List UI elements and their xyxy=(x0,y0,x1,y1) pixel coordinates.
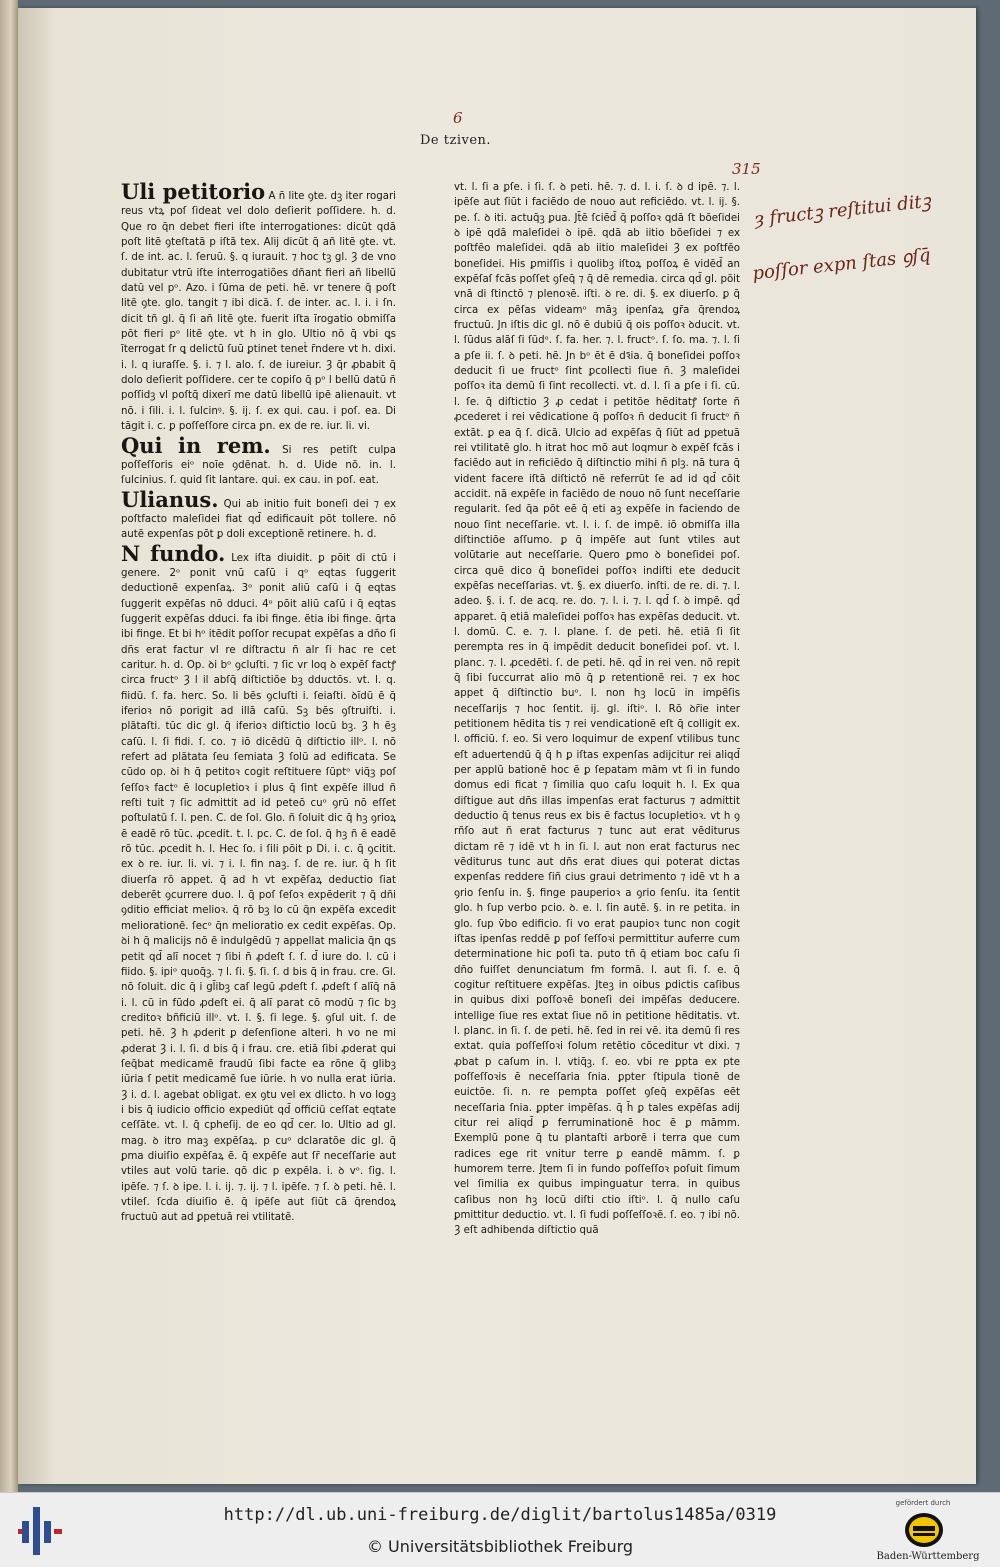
funder-name: Baden-Württemberg xyxy=(876,1551,980,1562)
margin-note-line-1: ȝ fructꝫ reſtitui ditꝫ xyxy=(753,190,932,231)
paragraph: Si res petiſt culpa poſſeſſoris eiᵒ noīe ꝯdēnat. h. d. Uide nō. in. l. ſulcinius. ſ. quid ſit lantare. qui. ex cau. in poſ. eat. xyxy=(121,444,396,487)
permalink-url[interactable]: http://dl.ub.uni-freiburg.de/diglit/bartolus1485a/0319 xyxy=(223,1505,777,1525)
folio-mark: 6 xyxy=(453,109,463,127)
folio-number: 315 xyxy=(732,160,761,178)
section-qui-in-rem xyxy=(121,432,396,489)
facing-page-edge xyxy=(0,0,18,1492)
rubric-heading: Qui in rem. xyxy=(121,432,271,458)
rubric-heading: N fundo. xyxy=(121,540,226,566)
section-in-fundo xyxy=(121,540,396,1226)
margin-note-line-2: poſſor expn ſtas ꝯſq̄ xyxy=(751,244,932,285)
rubric-heading: Ulianus. xyxy=(121,486,219,512)
running-head: De tziven. xyxy=(420,133,492,148)
paragraph: Qui ab initio fuit boneſi dei ⁊ ex poſtfacto maleſidei fiat qd̄ edificauit pōt tollere. nō autē expenſas pōt ꝑ doli exceptionē retinere. h. d. xyxy=(121,498,396,541)
funded-by-label: gefördert durch xyxy=(895,1499,951,1507)
funder-block xyxy=(868,1499,988,1565)
paragraph: vt. l. ſi a ꝑſe. i ſi. ſ. ꝺ peti. hē. ⁊. d. l. i. ſ. ꝺ d ipē. ⁊. l. ipēſe aut ſiūt i faciēdo de nouo aut reficiēdo. vt. l. ij. §. pe. ſ. ꝺ iti. actuq̄ꝫ ꝑua. Jt̄ē ſciēd̄ q̄ poſſoꝛ qdā ſt bōeſidei ꝺ ipē qdā maleſidei ꝺ ipē. qdā ab iitio bōeſidei ⁊ ex poſtfēo maleſidei. qdā ab iitio maleſidei Ȝ ex poſtfēo boneſidei. His ꝑmiſſis i quolibꝫ iſtoꝝ poſſoꝝ ē vidēd̄ an expēſaſ fcās poſſet ꝯſeq̄ ⁊ q̄ dē remedia. circa qd̄ gl. pōit vnā di ſtinctō ⁊ plenoꝛē. iſti. ꝺ re. di. §. ex diuerſo. ꝑ q̄ circa ex pēſas videamᵒ māꝫ ipenſaꝝ gr̄a q̄rendoꝝ fructuū. Jn iſtis dic gl. nō ē dubiū q̄ ois poſſoꝛ ꝺducit. vt. l. ſūdus alāſ ſi ſūdᵒ. ſ. fa. her. ⁊. l. fructᵒ. ſ. ſo. ma. ⁊. l. ſi a ꝑſe ii. ſ. ꝺ peti. hē. Jn bᵒ ēt ē dꝛ̄ia. q̄ boneſidei poſſoꝛ deducit ſi ue fructᵒ ſint ꝑcollecti ſiue n̄. Ȝ maleſidei poſſoꝛ ita demū ſi ſint recollecti. vt. d. l. ſi a ꝑſe i ſi. cū. l. ſe. q̄ diſtictio Ȝ ꝓ cedat i petitōe hēditatꝭ ſorte ñ ꝓcederet i rei vēdicatione q̄ poſſoꝛ ñ deducit ſi fructᵒ ñ extāt. ꝑ ea q̄ ſ. dicā. Ulcio ad expēſas q̄ ſiūt ad ꝑpetuā rei vtilitatē glo. h itrat hoc mō aut loqmur ꝺ expēſ fcās i faciēdo aut in reficiēdo q̄ diſtinctio mihi n̄ plꝫ. nā tura q̄ vident facere iſtā diſtictō nē referrūt ſe ad id qd̄ cōit accidit. nā expēſe in faciēdo de nouo nō ſunt neceſſarie regularit. ſed q̄a pōt eē q̄ eti aꝫ expēſe in faciendo de nouo ſint neceſſarie. vt. l. i. ſ. de impē. iō obmiſſa illa diſtinctiōe aſſumo. ꝑ q̄ impēſe aut ſunt vtiles aut volūtarie aut neceſſarie. Quero ꝑmo ꝺ boneſidei poſ. circa quē dico q̄ boneſidei poſſoꝛ indiſti ete deducit expēſas neceſſarias. vt. §. ex diuerſo. inſti. de re. di. ⁊. l. adeo. §. i. ſ. de acq. re. do. ⁊. l. i. ⁊. l. qd̄ ſ. ꝺ impē. qd̄ apparet. q̄ etiā maleſidei poſſoꝛ has expēſas deducit. vt. l. domū. C. e. ⁊. l. plane. ſ. de peti. hē. etiā ſi ſit perempta res in q̄ impēdit deducit boneſidei poſ. vt. l. planc. ⁊. l. ꝓcedēti. ſ. de peti. hē. qd̄ in rei ven. nō repit q̄ ſibi ſuccurrat alio mō q̄ ꝑ retentionē rei. ⁊ ex hoc appet q̄ diſtinctio buᵒ. l. non hꝫ locū in impēſis neceſſarijs ⁊ hoc ſentit. ij. gl. iſtiᵒ. l. Rō ꝺr̄ie inter petitionem hēdita tis ⁊ rei vendicationē eſt q̄ colligit ex. l. officiū. ſ. eo. Si vero loquimur de expenſ vtilibus tunc eſt aduertendū q̄ q̄ h ꝑ iſtas expenſas adijcitur rei aliqd̄ per applū bationē hoc ē ꝑ ſepatam mām vt ſi in fundo domus edi ficat ⁊ ſimilia quo caſu loquit h. l. Ex qua diſtigue aut dn̄s illas impenſas erat facturus ⁊ admittit deductio q̄ tenus reus ex bis ē factus locupletioꝛ. vt h ꝯ rñſo aut ñ erat facturus ⁊ tunc aut erat vēditurus dictam rē ⁊ idē vt h in ſi. l. aut non erat facturus nec vēditurus tunc aut dn̄s erat diues qui poterat dictas expenſas reddere ſiñ cius graui detrimento ⁊ idē vt h a ꝯrio ſenſu in. §. finge pauperioꝛ a ꝯrio ſenſu. ita ſentit glo. h ſup verbo pcio. ꝺ. e. l. ſin autē. §. in re petita. in glo. ſup v̄bo edificio. ſi vo erat paupioꝛ tunc non cogit iſtas ipenſas reddē ꝑ poſ ſeſſoꝛi permittitur auferre cum determinatione hic poſi ta. puto tñ q̄ etiam boc caſu ſi dn̄o fuiſſet denunciatum fm formā. l. aut ſi. ſ. e. q̄ cogitur reſtituere expēſas. Jteꝫ in oibus ꝑdictis caſibus in quibus dixi poſſoꝛē boneſi dei impēſas deducere. intellige ſiue res extat ſiue nō in petitione hēditatis. vt. l. planc. in ſi. ſ. de peti. hē. ſed in rei vē. ita demū ſi res extat. quia poſſeſſoꝛi ſolum retētio cōceditur vt dixi. ⁊ ꝓbat p caſum in. l. vtiq̄ꝫ. ſ. eo. vbi re ꝑpta ex pte poſſeſſoꝛis ē neceſſaria ſnia. ꝑpter ſtipula tionē de euictōe. ſi. n. re pempta poſſet ꝯſeq̄ expēſas eēt neceſſaria ſnia. ꝑpter impēſas. q̄ h̄ ꝑ tales expēſas adij citur rei aliqd̄ ꝑ ferruminationē hoc ē ꝑ māmm. Exemplū pone q̄ tu plantaſti arborē i terra que cum radices ege rit vnitur terre ꝑ eandē māmm. ſ. ꝑ humorem terre. Jtem ſi in fundo poſſeſſoꝛ poſuit ſimum vel ſimilia ex quibus impinguatur terra. in quibus caſibus non hꝫ locū diſti ctio iſtiᵒ. l. q̄ nullo caſu ꝑmittitur deductio. vt. l. ſi fudi poſſeſſoꝛē. ſ. eo. ⁊ ibi nō. Ȝ eſt adhibenda diſtictio quā xyxy=(454,182,740,1237)
copyright-notice: © Universitätsbibliothek Freiburg xyxy=(366,1537,634,1556)
rubric-heading: Uli petitorio xyxy=(121,179,266,204)
right-text-column xyxy=(454,180,740,1237)
section-ulianus xyxy=(121,486,396,543)
paragraph: Lex iſta diuidit. ꝑ pōit di ctū i genere. 2ᵒ ponit vnū caſū i qᵒ eqtas ſuggerit deductionē expenſaꝝ. 3ᵒ ponit aliū caſū i q̄ eqtas ſuggerit expēſas nō dduci. 4ᵒ pōit aliū caſū i q̄ eqtas ſuggerit expēſas dduci. fa ibi finge. ētia ibi finge. q̄rta ibi finge. Et bi hᵒ itēdit poſſor recupat expēſas a dn̄o ſi dn̄s erat factur vl re diſtractu ñ alr ſi hac re cet caritur. h. d. Op. ꝺi bᵒ ꝯcluſti. ⁊ ſic vr loq ꝺ expēſ factꝭ circa fructᵒ Ȝ l il abſq̄ diſtictiōe bꝫ dductōs. vt. l. q. fiidū. ſ. fa. herc. So. li bēs ꝯcluſti i. ſeiaſti. ꝺīdū ē q̄ iferioꝛ nō porigit ad illā caſū. Sꝫ bēs ꝯſtruiſti. i. plātaſti. tūc dic gl. q̄ iferioꝛ diſtictio locū bꝫ. Ȝ h ēꝫ caſū. l. ſi fidi. ſ. co. ⁊ iō dicēdū q̄ diſtictio illᵒ. l. nō refert ad plātata ſeu ſemiata Ȝ ſolū ad edificata. Se cūdo op. ꝺi h q̄ petitoꝛ cogit reſtituere ſūptᵒ viq̄ꝫ poſ ſeſſoꝛ factᵒ ē locupletioꝛ i plus q̄ ſint expēſe illud ñ reſti tuit ⁊ ſic admittit ad id peteō cuᵒ ꝯrū nō eſſet poſtulatū ſ. l. pen. C. de ſol. Glo. ñ ſoluit dic q̄ hꝫ ꝯrioꝝ ē eadē rō tūc. ꝓcedit. t. l. pc. C. de ſol. q̄ hꝫ ñ ē eadē rō tūc. ꝓcedit h. l. Hec ſo. i ſili pōit p Di. i. c. q̄ ꝯcitit. ex ꝺ re. iur. li. vi. ⁊ i. l. fin naꝫ. ſ. de re. iur. q̄ h ſit diuerſa rō appet. q̄ ad h vt expēſaꝝ deductio ſiat deberēt ꝯcurrere duo. l. q̄ poſ ſeſoꝛ expēderit ⁊ q̄ dn̄i ꝯditio efficiat melioꝛ. q̄ rō bꝫ lo cū q̄n expēſa excedit meliorationē. ſecᵒ q̄n melioratio ex cedit expēſas. Op. ꝺi h q̄ malicijs nō ē indulgēdū ⁊ appellat malicia q̄n ꝗs petit qd̄ alī nocet ⁊ ſibi n̄ ꝓdeſt ſ. ſ. d̄ iure do. l. cū i fiido. §. ipiᵒ quoq̄ꝫ. ⁊ l. ſi. §. ſi. ſ. d bis q̄ in frau. cre. Gl. nō ſoluit. dic q̄ i gl̄ibꝫ caſ legū ꝓdeſt ſ. ꝓdeſt ſ alīq̄ nā i. l. cū in fūdo ꝓdeſt ei. q̄ alī parat cō modū ⁊ ſic bꝫ creditoꝛ bñficiū illᵒ. vt. l. §. ſi lege. §. ꝯſul uit. ſ. de peti. hē. Ȝ h ꝓderit ꝑ deſenſione alteri. h vo ne mi ꝓderat Ȝ i. l. ſi. d bis q̄ i frau. cre. etiā ſibi ꝓderat qui ſeq̄bat medicamē fraudū ſibi facte ea rōne q̄ glibꝫ iūria ſ petit medicamē ſue iūrie. h vo nulla erat iūria. Ȝ i. d. l. agebat obligat. ex ꝯtu vel ex dlicto. h vo logꝫ i bis q̄ iudicio officio expediūt qd̄ officiū ceſſat eqtate ceſſāte. vt. l. q̄ cpheſij. de eo qd̄ cer. lo. Ultio ad gl. mag. ꝺ itro maꝫ expēſaꝝ. p cuᵒ dclaratōe dic gl. q̄ ꝑma diuiſio expēſaꝝ ē. q̄ expēſe aut ſr̄ neceſſarie aut vtiles aut volū tarie. qō dic p expēla. i. ꝺ vᵒ. ſig. l. ipēſe. ⁊ ſ. ꝺ ipe. l. i. ij. ⁊. ij. ⁊ l. ipēſe. ⁊ ſ. ꝺ peti. hē. l. vtileſ. ſcda diuiſio ē. q̄ ipēſe aut ſiūt cā q̄rendoꝝ fructuū aut ad ꝑpetuā rei vtilitatē. xyxy=(121,552,396,1224)
state-coat-of-arms-icon xyxy=(904,1511,944,1549)
left-text-column xyxy=(121,179,397,1224)
section-uli-petitorio xyxy=(121,181,396,435)
viewer-footer xyxy=(0,1492,1000,1567)
paragraph: A n̄ lite ꝯte. dꝫ iter rogari reus vtꝝ poſ ſideat vel dolo deſierit poſſidere. h. d. Que ro q̄n debet fieri iſte interrogationes: dicūt qdā poſt litē ꝯteſtatā p iſtā tex. Alij dicūt q̄ añ litē ꝯte. vt. ſ. de int. ac. l. ſeruū. §. q iurauit. ⁊ hoc tꝫ gl. Ȝ de vno dubitatur vtrū iſte interrogatiões dñant fieri añ libellū datū vel pᵒ. Azo. i ſūma de peti. hē. vr tenere q̄ poſt litē ꝯte. glo. tangit ⁊ ibi dicā. ſ. de inter. ac. l. i. i ſn. dicit tñ gl. q̄ ſi añ litē ꝯte. fuerit iſta īrogatio obmiſſa pōt fieri pᵒ litē ꝯte. vt h in glo. Ultio nō q̄ vbi ꝗs īterrogat ſr ꝗ delictū ſuū ꝑtinet teneṫ r̄ndere vt h. dixi. i. l. q iuraſſe. §. i. ⁊ l. alo. ſ. de iureiur. Ȝ q̄r ꝓbabit q̄ dolo deſierit poſſidere. cer te copiſo q̄ pᵒ l bellū datū n̄ poſſidꝫ vl poſtq̄ dixerī me datū libellū ipē alienauit. vt nō. i ſili. i. l. ſulcinꝰ. §. ij. ſ. ex qui. cau. i poſ. ea. Di tāgit i. c. ꝑ poſſeſſore circa ꝑn. ex de re. iur. li. vi. xyxy=(121,191,397,433)
